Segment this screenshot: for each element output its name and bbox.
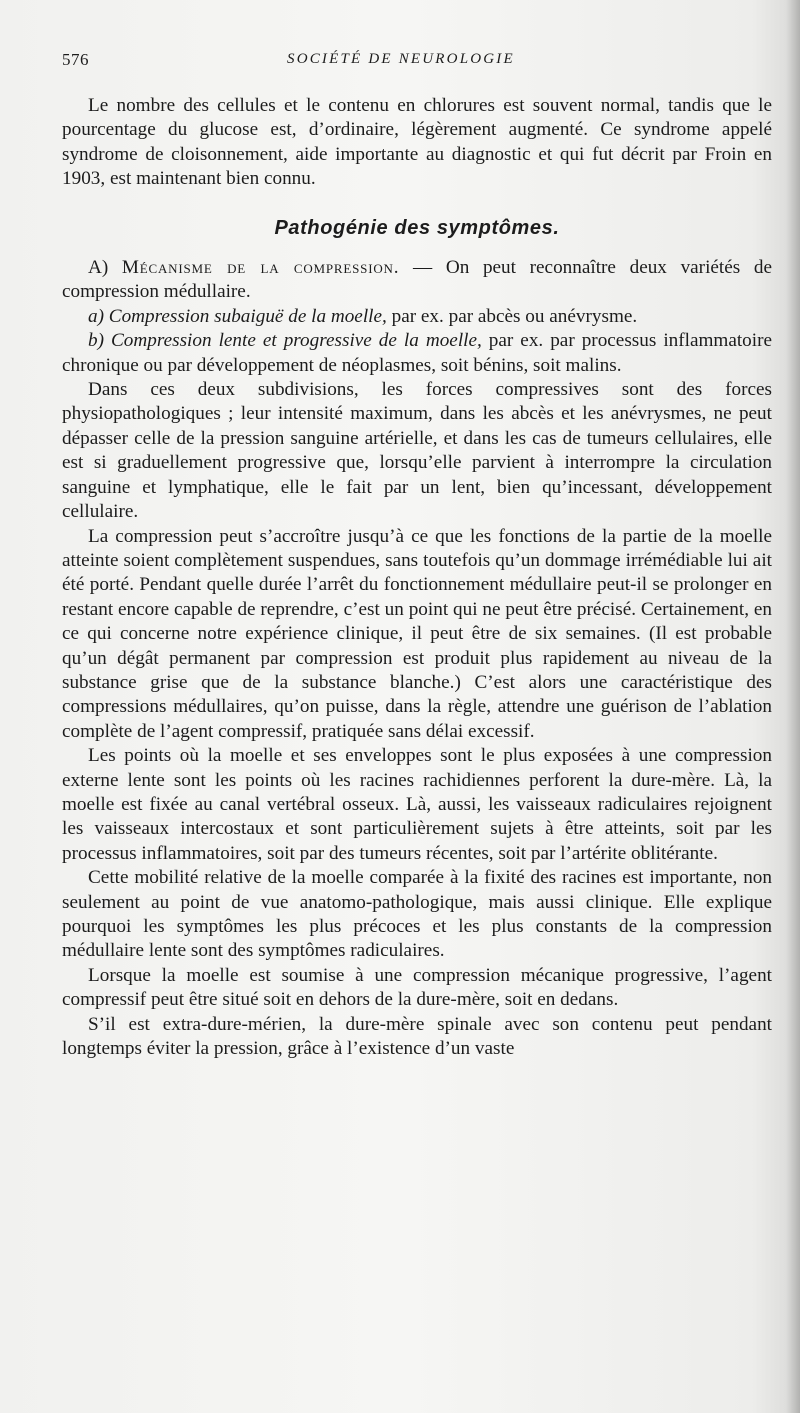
item-b-paragraph	[62, 329, 772, 378]
item-a-label: a)	[88, 305, 104, 327]
paragraph-exposed-points: Les points où la moelle et ses enveloppes sont le plus exposées à une compression externe lente sont les points où les racines rachidiennes perforent la dure-mère. Là, la moelle est fixée au canal vertébral osseux. Là, aussi, les vaisseaux radiculaires rejoignent les vaisseaux intercostaux et sont particulièrement sujets à être atteints, soit par les processus inflammatoires, soit par des tumeurs récentes, soit par l’artérite oblitérante.	[62, 745, 772, 864]
item-a-paragraph	[62, 305, 772, 329]
paragraph-mechanical: Lorsque la moelle est soumise à une compression mécanique progressive, l’agent compressif peut être situé soit en dehors de la dure-mère, soit en dedans.	[62, 964, 772, 1011]
item-b-title: Compression lente et progressive de la moelle,	[111, 330, 482, 352]
paragraph-duration: La compression peut s’accroître jusqu’à ce que les fonctions de la partie de la moelle atteinte soient complètement suspendues, sans toutefois qu’un dommage irrémédiable lui ait été porté. Pendant quelle durée l’arrêt du fonctionnement médullaire peut-il se prolonger en restant encore capable de reprendre, c’est un point qui ne peut être précisé. Certainement, en ce qui concerne notre expérience clinique, il peut être de six semaines. (Il est probable qu’un dégât permanent par compression est produit plus rapidement au niveau de la substance grise que de la substance blanche.) C’est alors une caractéristique des compressions médullaires, qu’on puisse, dans la règle, attendre une guérison de l’ablation complète de l’agent compressif, pratiquée sans délai excessif.	[62, 525, 772, 742]
subsection-a-paragraph	[62, 256, 772, 305]
item-b-label: b)	[88, 330, 104, 352]
paragraph-mobility: Cette mobilité relative de la moelle comparée à la fixité des racines est importante, non seulement au point de vue anatomo-pathologique, mais aussi clinique. Elle explique pourquoi les symptômes les plus précoces et les plus constants de la compression médullaire lente sont des symptômes radiculaires.	[62, 867, 772, 962]
body-text	[62, 94, 772, 1061]
section-heading: Pathogénie des symptômes.	[274, 216, 560, 239]
intro-paragraph: Le nombre des cellules et le contenu en chlorures est souvent normal, tandis que le pourcentage du glucose est, d’ordinaire, légèrement augmenté. Ce syndrome appelé syndrome de cloisonnement, aide importante au diagnostic et qui fut décrit par Froin en 1903, est maintenant bien connu.	[62, 95, 772, 190]
item-b-text: par ex. par processus inflammatoire chronique ou par développement de néoplasmes, soit bénins, soit malins.	[62, 330, 773, 376]
journal-title: SOCIÉTÉ DE NEUROLOGIE	[287, 51, 515, 67]
subsection-text: — On peut reconnaître deux variétés de compression médullaire.	[62, 257, 773, 303]
item-a-text: par ex. par abcès ou anévrysme.	[386, 305, 638, 327]
page-edge-shadow	[786, 0, 800, 1413]
item-a-title: Compression subaiguë de la moelle,	[108, 305, 387, 327]
subsection-label: A)	[88, 257, 109, 279]
subsection-title: Mécanisme de la compression.	[121, 257, 400, 279]
page-number: 576	[62, 50, 89, 69]
running-head	[62, 50, 780, 76]
paragraph-forces: Dans ces deux subdivisions, les forces compressives sont des forces physiopathologiques ; leur intensité maximum, dans les abcès et les anévrysmes, ne peut dépasser celle de la pression sanguine artérielle, et dans les cas de tumeurs cellulaires, elle est si graduellement progressive que, lorsqu’elle parvient à interrompre la circulation sanguine et lymphatique, elle le fait par un lent, bien qu’incessant, développement cellulaire.	[62, 379, 772, 523]
paragraph-extradural: S’il est extra-dure-mérien, la dure-mère spinale avec son contenu peut pendant longtemps éviter la pression, grâce à l’existence d’un vaste	[62, 1013, 772, 1060]
